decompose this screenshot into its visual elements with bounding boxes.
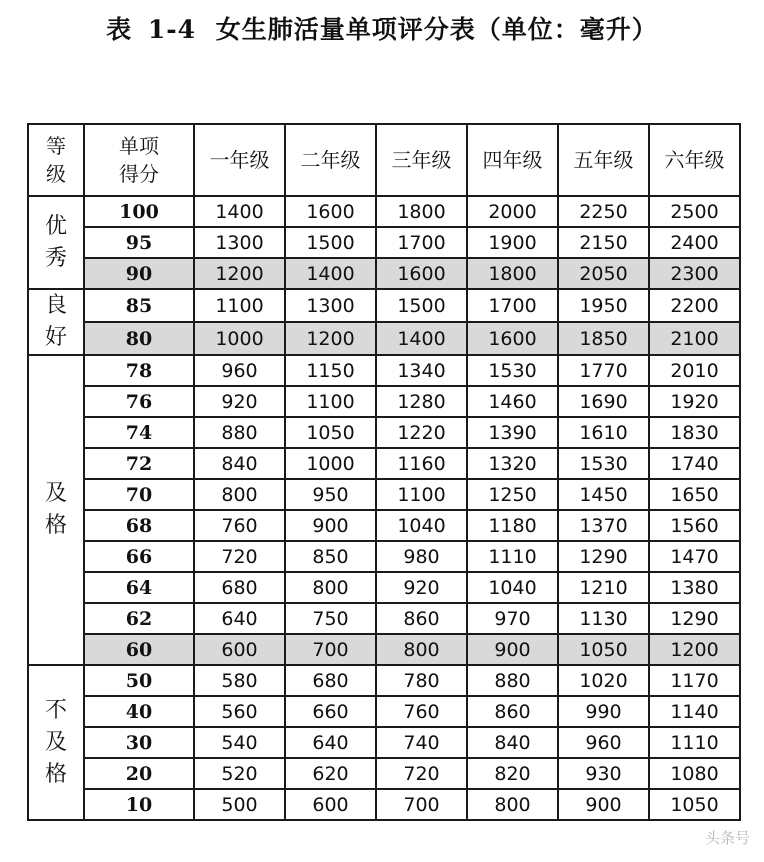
table-row: [28, 448, 740, 479]
score-cell: 100: [84, 196, 194, 227]
value-cell: 1610: [558, 417, 649, 448]
score-cell: 95: [84, 227, 194, 258]
score-cell: 40: [84, 696, 194, 727]
value-cell: 970: [467, 603, 558, 634]
value-cell: 1400: [285, 258, 376, 289]
value-cell: 1300: [285, 289, 376, 322]
header-year-2: 二年级: [285, 124, 376, 196]
score-table: [27, 123, 741, 821]
value-cell: 720: [194, 541, 285, 572]
score-cell: 68: [84, 510, 194, 541]
value-cell: 920: [194, 386, 285, 417]
score-cell: 72: [84, 448, 194, 479]
score-cell: 78: [84, 355, 194, 386]
table-row: [28, 758, 740, 789]
value-cell: 820: [467, 758, 558, 789]
value-cell: 1200: [194, 258, 285, 289]
table-row: [28, 510, 740, 541]
value-cell: 660: [285, 696, 376, 727]
table-row: [28, 603, 740, 634]
value-cell: 1160: [376, 448, 467, 479]
value-cell: 2300: [649, 258, 740, 289]
table-row: [28, 665, 740, 696]
value-cell: 1210: [558, 572, 649, 603]
score-cell: 20: [84, 758, 194, 789]
value-cell: 1150: [285, 355, 376, 386]
value-cell: 2500: [649, 196, 740, 227]
grade-cell: 不 及 格: [28, 665, 84, 820]
caption-text: 女生肺活量单项评分表（单位：毫升）: [215, 15, 658, 44]
table-row: [28, 696, 740, 727]
header-score: 单项 得分: [84, 124, 194, 196]
value-cell: 760: [194, 510, 285, 541]
table-row: [28, 479, 740, 510]
value-cell: 1400: [194, 196, 285, 227]
score-cell: 10: [84, 789, 194, 820]
value-cell: 990: [558, 696, 649, 727]
score-cell: 62: [84, 603, 194, 634]
score-cell: 60: [84, 634, 194, 665]
header-year-3: 三年级: [376, 124, 467, 196]
value-cell: 1200: [285, 322, 376, 355]
value-cell: 930: [558, 758, 649, 789]
value-cell: 1560: [649, 510, 740, 541]
value-cell: 800: [194, 479, 285, 510]
value-cell: 760: [376, 696, 467, 727]
value-cell: 1200: [649, 634, 740, 665]
value-cell: 1290: [558, 541, 649, 572]
score-cell: 66: [84, 541, 194, 572]
value-cell: 1170: [649, 665, 740, 696]
value-cell: 1180: [467, 510, 558, 541]
value-cell: 1050: [649, 789, 740, 820]
value-cell: 560: [194, 696, 285, 727]
value-cell: 1000: [285, 448, 376, 479]
value-cell: 1080: [649, 758, 740, 789]
score-cell: 74: [84, 417, 194, 448]
score-cell: 76: [84, 386, 194, 417]
value-cell: 1920: [649, 386, 740, 417]
value-cell: 860: [467, 696, 558, 727]
value-cell: 1800: [376, 196, 467, 227]
value-cell: 540: [194, 727, 285, 758]
value-cell: 1450: [558, 479, 649, 510]
value-cell: 1000: [194, 322, 285, 355]
value-cell: 640: [285, 727, 376, 758]
score-cell: 30: [84, 727, 194, 758]
value-cell: 840: [194, 448, 285, 479]
value-cell: 880: [194, 417, 285, 448]
value-cell: 1290: [649, 603, 740, 634]
value-cell: 950: [285, 479, 376, 510]
value-cell: 1600: [376, 258, 467, 289]
value-cell: 680: [194, 572, 285, 603]
value-cell: 1390: [467, 417, 558, 448]
value-cell: 1830: [649, 417, 740, 448]
grade-cell: 良 好: [28, 289, 84, 355]
value-cell: 920: [376, 572, 467, 603]
value-cell: 880: [467, 665, 558, 696]
header-grade: 等 级: [28, 124, 84, 196]
table-row: [28, 227, 740, 258]
value-cell: 500: [194, 789, 285, 820]
value-cell: 900: [467, 634, 558, 665]
table-row: [28, 727, 740, 758]
value-cell: 850: [285, 541, 376, 572]
value-cell: 840: [467, 727, 558, 758]
table-row: [28, 572, 740, 603]
value-cell: 1040: [467, 572, 558, 603]
value-cell: 1300: [194, 227, 285, 258]
value-cell: 1040: [376, 510, 467, 541]
value-cell: 1110: [467, 541, 558, 572]
value-cell: 1800: [467, 258, 558, 289]
score-cell: 85: [84, 289, 194, 322]
value-cell: 1500: [285, 227, 376, 258]
value-cell: 780: [376, 665, 467, 696]
value-cell: 2050: [558, 258, 649, 289]
table-body: [28, 196, 740, 820]
header-row: [28, 124, 740, 196]
value-cell: 1050: [285, 417, 376, 448]
value-cell: 1500: [376, 289, 467, 322]
table-row: [28, 417, 740, 448]
value-cell: 2400: [649, 227, 740, 258]
value-cell: 900: [558, 789, 649, 820]
value-cell: 800: [376, 634, 467, 665]
value-cell: 1470: [649, 541, 740, 572]
value-cell: 2010: [649, 355, 740, 386]
value-cell: 1530: [467, 355, 558, 386]
value-cell: 1380: [649, 572, 740, 603]
value-cell: 960: [194, 355, 285, 386]
value-cell: 800: [467, 789, 558, 820]
value-cell: 700: [285, 634, 376, 665]
table-row: [28, 789, 740, 820]
grade-cell: 优 秀: [28, 196, 84, 289]
value-cell: 1280: [376, 386, 467, 417]
table-row: [28, 386, 740, 417]
value-cell: 640: [194, 603, 285, 634]
value-cell: 800: [285, 572, 376, 603]
value-cell: 1600: [285, 196, 376, 227]
value-cell: 1110: [649, 727, 740, 758]
value-cell: 700: [376, 789, 467, 820]
caption-number: 1-4: [147, 15, 197, 44]
score-cell: 50: [84, 665, 194, 696]
value-cell: 750: [285, 603, 376, 634]
value-cell: 1340: [376, 355, 467, 386]
value-cell: 1250: [467, 479, 558, 510]
value-cell: 1100: [376, 479, 467, 510]
score-cell: 90: [84, 258, 194, 289]
value-cell: 1850: [558, 322, 649, 355]
value-cell: 1690: [558, 386, 649, 417]
value-cell: 520: [194, 758, 285, 789]
value-cell: 1950: [558, 289, 649, 322]
value-cell: 1140: [649, 696, 740, 727]
value-cell: 980: [376, 541, 467, 572]
table-row: [28, 322, 740, 355]
value-cell: 1650: [649, 479, 740, 510]
value-cell: 620: [285, 758, 376, 789]
value-cell: 720: [376, 758, 467, 789]
value-cell: 2200: [649, 289, 740, 322]
value-cell: 1460: [467, 386, 558, 417]
table-row: [28, 634, 740, 665]
table-caption: [0, 10, 764, 46]
header-year-1: 一年级: [194, 124, 285, 196]
value-cell: 1700: [467, 289, 558, 322]
table-row: [28, 289, 740, 322]
value-cell: 2250: [558, 196, 649, 227]
value-cell: 740: [376, 727, 467, 758]
header-year-6: 六年级: [649, 124, 740, 196]
header-year-4: 四年级: [467, 124, 558, 196]
grade-cell: 及 格: [28, 355, 84, 665]
value-cell: 600: [194, 634, 285, 665]
value-cell: 680: [285, 665, 376, 696]
score-cell: 70: [84, 479, 194, 510]
caption-prefix: 表: [106, 15, 133, 44]
value-cell: 1700: [376, 227, 467, 258]
table-row: [28, 258, 740, 289]
value-cell: 1320: [467, 448, 558, 479]
value-cell: 2000: [467, 196, 558, 227]
table-row: [28, 196, 740, 227]
value-cell: 600: [285, 789, 376, 820]
value-cell: 2150: [558, 227, 649, 258]
value-cell: 1900: [467, 227, 558, 258]
value-cell: 1600: [467, 322, 558, 355]
value-cell: 1370: [558, 510, 649, 541]
score-cell: 80: [84, 322, 194, 355]
watermark: 头条号: [704, 829, 750, 847]
table-row: [28, 355, 740, 386]
value-cell: 1530: [558, 448, 649, 479]
table-row: [28, 541, 740, 572]
value-cell: 1100: [285, 386, 376, 417]
value-cell: 1400: [376, 322, 467, 355]
score-cell: 64: [84, 572, 194, 603]
value-cell: 960: [558, 727, 649, 758]
value-cell: 860: [376, 603, 467, 634]
value-cell: 1220: [376, 417, 467, 448]
value-cell: 1050: [558, 634, 649, 665]
value-cell: 1130: [558, 603, 649, 634]
value-cell: 900: [285, 510, 376, 541]
value-cell: 580: [194, 665, 285, 696]
value-cell: 1020: [558, 665, 649, 696]
value-cell: 1100: [194, 289, 285, 322]
header-year-5: 五年级: [558, 124, 649, 196]
value-cell: 2100: [649, 322, 740, 355]
value-cell: 1740: [649, 448, 740, 479]
value-cell: 1770: [558, 355, 649, 386]
